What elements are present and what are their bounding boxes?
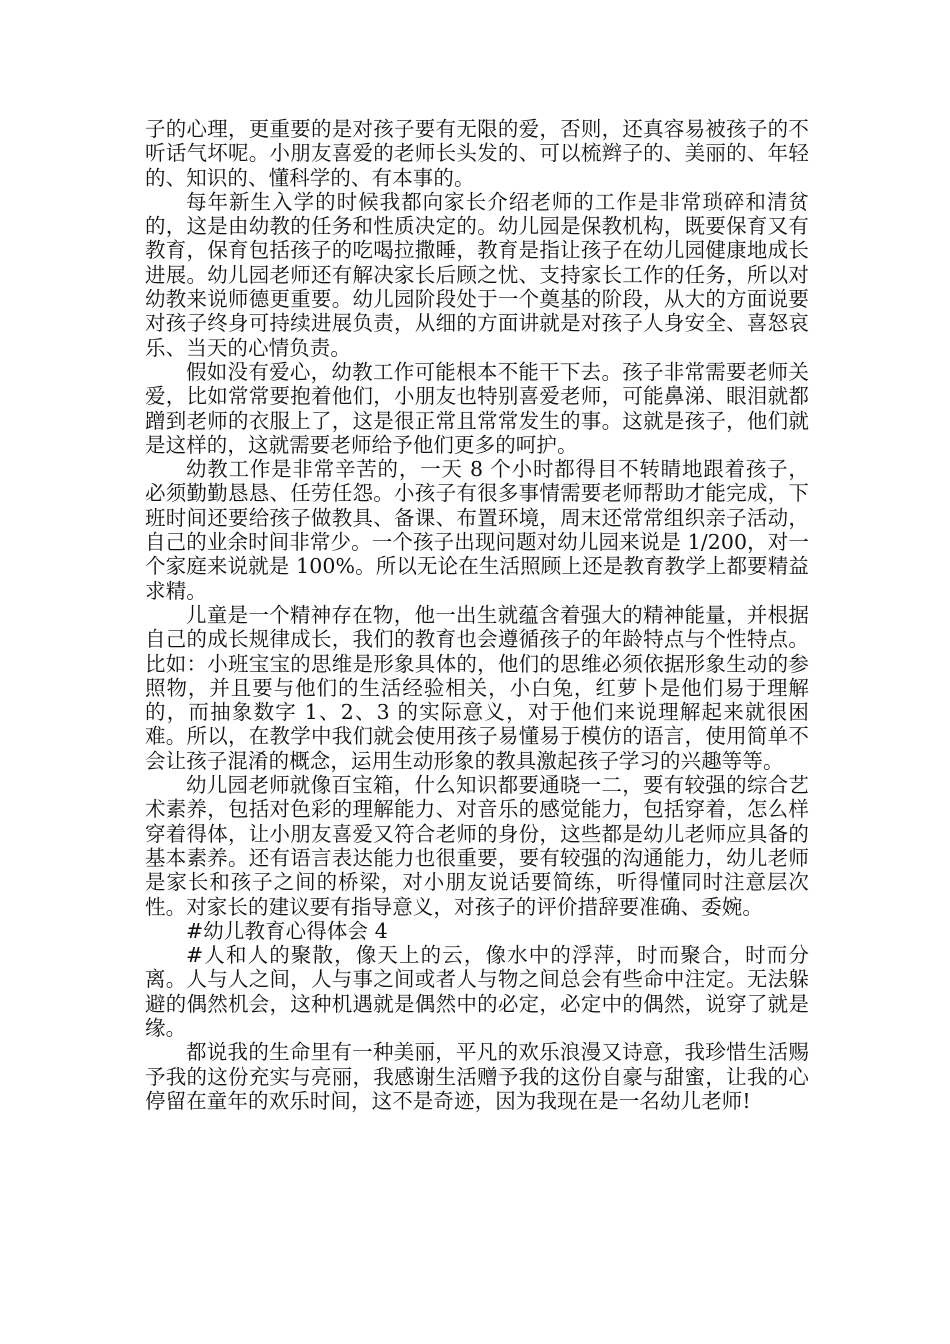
paragraph-love-care: 假如没有爱心，幼教工作可能根本不能干下去。孩子非常需要老师关爱，比如常常要抱着他们，小朋友也特别喜爱老师，可能鼻涕、眼泪就都蹭到老师的衣服上了，这是很正常且常常发生的事。这就是孩子，他们就是这样的，这就需要老师给予他们更多的呵护。 — [145, 359, 809, 457]
document-body — [145, 117, 809, 1113]
paragraph-fate: #人和人的聚散，像天上的云，像水中的浮萍，时而聚合，时而分离。人与人之间，人与事之间或者人与物之间总会有些命中注定。无法躲避的偶然机会，这种机遇就是偶然中的必定，必定中的偶然，说穿了就是缘。 — [145, 943, 809, 1040]
paragraph-continuation: 子的心理，更重要的是对孩子要有无限的爱，否则，还真容易被孩子的不听话气坏呢。小朋友喜爱的老师长头发的、可以梳辫子的、美丽的、年轻的、知识的、懂科学的、有本事的。 — [145, 117, 809, 190]
paragraph-new-student-intro: 每年新生入学的时候我都向家长介绍老师的工作是非常琐碎和清贫的，这是由幼教的任务和性质决定的。幼儿园是保教机构，既要保育又有教育，保育包括孩子的吃喝拉撒睡，教育是指让孩子在幼儿园健康地成长进展。幼儿园老师还有解决家长后顾之忧、支持家长工作的任务，所以对幼教来说师德更重要。幼儿园阶段处于一个奠基的阶段，从大的方面说要对孩子终身可持续进展负责，从细的方面讲就是对孩子人身安全、喜怒哀乐、当天的心情负责。 — [145, 189, 809, 360]
paragraph-hard-work: 幼教工作是非常辛苦的，一天 8 个小时都得目不转睛地跟着孩子，必须勤勤恳恳、任劳任怨。小孩子有很多事情需要老师帮助才能完成，下班时间还要给孩子做教具、备课、布置环境，周末还常常组织亲子活动，自己的业余时间非常少。一个孩子出现问题对幼儿园来说是 1/200，对一个家庭来说就是 100%。所以无论在生活照顾上还是教育教学上都要精益求精。 — [145, 457, 809, 603]
section-heading: #幼儿教育心得体会 4 — [186, 918, 388, 943]
paragraph-beauty-of-life: 都说我的生命里有一种美丽，平凡的欢乐浪漫又诗意，我珍惜生活赐予我的这份充实与亮丽，我感谢生活赠予我的这份自豪与甜蜜，让我的心停留在童年的欢乐时间，这不是奇迹，因为我现在是一名幼儿老师! — [145, 1040, 809, 1113]
paragraph-treasure-box: 幼儿园老师就像百宝箱，什么知识都要通晓一二，要有较强的综合艺术素养，包括对色彩的理解能力、对音乐的感觉能力，包括穿着，怎么样穿着得体，让小朋友喜爱又符合老师的身份，这些都是幼儿老师应具备的基本素养。还有语言表达能力也很重要，要有较强的沟通能力，幼儿老师是家长和孩子之间的桥梁，对小朋友说话要简练，听得懂同时注意层次性。对家长的建议要有指导意义，对孩子的评价措辞要准确、委婉。 — [145, 773, 809, 919]
paragraph-child-spirit: 儿童是一个精神存在物，他一出生就蕴含着强大的精神能量，并根据自己的成长规律成长，我们的教育也会遵循孩子的年龄特点与个性特点。比如：小班宝宝的思维是形象具体的，他们的思维必须依据形象生动的参照物，并且要与他们的生活经验相关，小白兔，红萝卜是他们易于理解的，而抽象数字 1、2、3 的实际意义，对于他们来说理解起来就很困难。所以，在教学中我们就会使用孩子易懂易于模仿的语言，使用简单不会让孩子混淆的概念，运用生动形象的教具激起孩子学习的兴趣等等。 — [145, 602, 809, 773]
